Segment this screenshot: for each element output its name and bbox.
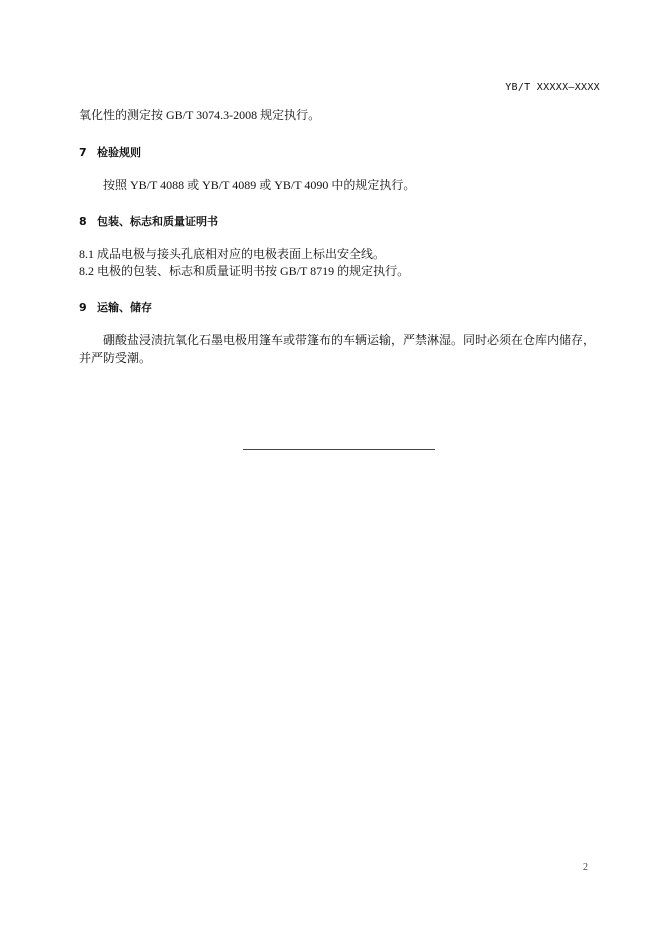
section-7-body: 按照 YB/T 4088 或 YB/T 4089 或 YB/T 4090 中的规定执行。: [103, 178, 416, 192]
section-title: 包装、标志和质量证明书: [97, 215, 218, 228]
section-number: 8: [79, 215, 87, 228]
clause-8-1: 8.1 成品电极与接头孔底相对应的电极表面上标出安全线。: [79, 247, 386, 261]
section-number: 7: [79, 146, 87, 159]
standard-code: YB/T XXXXX—XXXX: [505, 82, 600, 93]
section-9-body: 硼酸盐浸渍抗氧化石墨电极用篷车或带篷布的车辆运输，严禁淋湿。同时必须在仓库内储存，并严防受潮。: [79, 333, 596, 365]
section-8-heading: [79, 213, 218, 229]
end-rule: [243, 449, 435, 450]
section-7-heading: [79, 144, 141, 160]
clause-8-2: 8.2 电极的包装、标志和质量证明书按 GB/T 8719 的规定执行。: [79, 264, 410, 278]
page-number: 2: [583, 862, 588, 873]
continuation-text: 氧化性的测定按 GB/T 3074.3-2008 规定执行。: [79, 108, 321, 122]
section-number: 9: [79, 301, 87, 314]
section-title: 检验规则: [97, 146, 141, 159]
section-title: 运输、储存: [97, 301, 152, 314]
section-9-heading: [79, 299, 152, 315]
